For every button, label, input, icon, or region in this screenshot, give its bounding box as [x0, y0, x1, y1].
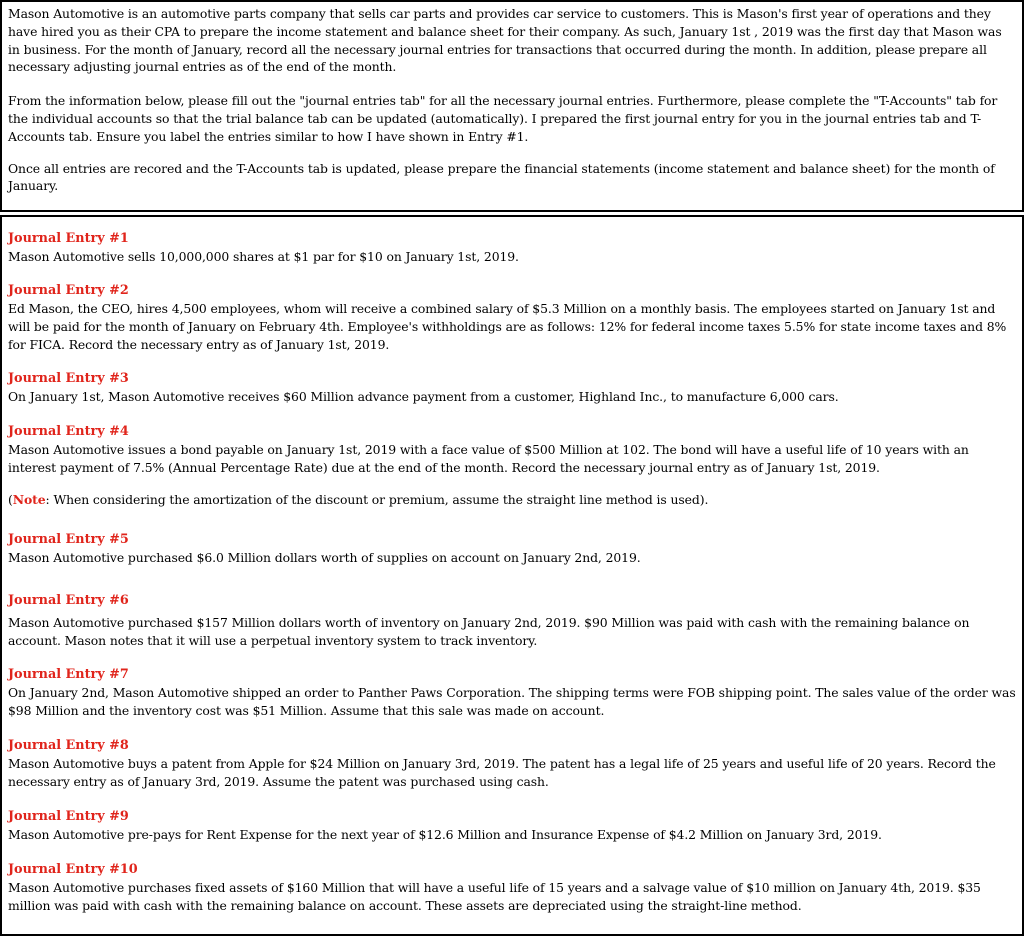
- journal-entry-title: Journal Entry #6: [8, 593, 129, 608]
- journal-entry-6: [8, 592, 1016, 650]
- journal-entry-8: [8, 737, 1016, 791]
- journal-entry-3: [8, 370, 1016, 406]
- journal-entry-body: Mason Automotive purchased $157 Million dollars worth of inventory on January 2nd, 2019. $90 Million was paid with cash with the remaining balance on account. Mason notes that it will use a perpetual inventory system to track inventory.: [8, 615, 970, 648]
- intro-paragraph-1: Mason Automotive is an automotive parts company that sells car parts and provides car service to customers. This is Mason's first year of operations and they have hired you as their CPA to prepare the income statement and balance sheet for their company. As such, January 1st , 2019 was the first day that Mason was in business. For the month of January, record all the necessary journal entries for transactions that occurred during the month. In addition, please prepare all necessary adjusting journal entries as of the end of the month.: [8, 6, 1002, 75]
- journal-entry-body: Mason Automotive sells 10,000,000 shares at $1 par for $10 on January 1st, 2019.: [8, 249, 519, 264]
- journal-entry-4: [8, 423, 1016, 477]
- journal-entry-body: On January 2nd, Mason Automotive shipped an order to Panther Paws Corporation. The shipping terms were FOB shipping point. The sales value of the order was $98 Million and the inventory cost was $51 Million. Assume that this sale was made on account.: [8, 685, 1016, 718]
- note-line: [8, 491, 1016, 509]
- intro-paragraph-3: Once all entries are recored and the T-Accounts tab is updated, please prepare the financial statements (income statement and balance sheet) for the month of January.: [8, 160, 995, 194]
- note-open-paren: (: [8, 492, 13, 507]
- journal-entry-body: Mason Automotive issues a bond payable on January 1st, 2019 with a face value of $500 Million at 102. The bond will have a useful life of 10 years with an interest payment of 7.5% (Annual Percentage Rate) due at the end of the month. Record the necessary journal entry as of January 1st, 2019.: [8, 442, 969, 475]
- journal-entry-1: [8, 230, 1016, 266]
- note-text: : When considering the amortization of the discount or premium, assume the straight line method is used).: [45, 492, 709, 507]
- journal-entry-title: Journal Entry #10: [8, 862, 138, 877]
- journal-entry-body: Mason Automotive buys a patent from Apple for $24 Million on January 3rd, 2019. The patent has a legal life of 25 years and useful life of 20 years. Record the necessary entry as of January 3rd, 2019. Assume the patent was purchased using cash.: [8, 756, 996, 789]
- journal-entry-title: Journal Entry #4: [8, 424, 129, 439]
- journal-entry-title: Journal Entry #5: [8, 532, 129, 547]
- journal-entry-body: Mason Automotive purchased $6.0 Million dollars worth of supplies on account on January 2nd, 2019.: [8, 550, 641, 565]
- note-label: Note: [12, 492, 46, 507]
- journal-entry-title: Journal Entry #7: [8, 667, 129, 682]
- journal-entry-title: Journal Entry #3: [8, 371, 129, 386]
- journal-entry-body: On January 1st, Mason Automotive receives $60 Million advance payment from a customer, Highland Inc., to manufacture 6,000 cars.: [8, 389, 839, 404]
- journal-entry-10: [8, 861, 1016, 915]
- journal-entry-title: Journal Entry #8: [8, 738, 129, 753]
- intro-paragraph-2: From the information below, please fill out the "journal entries tab" for all the necessary journal entries. Furthermore, please complete the "T-Accounts" tab for the individual accounts so that the trial balance tab can be updated (automatically). I prepared the first journal entry for you in the journal entries tab and T-Accounts tab. Ensure you label the entries similar to how I have shown in Entry #1.: [8, 93, 998, 144]
- journal-entry-title: Journal Entry #9: [8, 809, 129, 824]
- journal-entry-body: Ed Mason, the CEO, hires 4,500 employees, whom will receive a combined salary of $5.3 Million on a monthly basis. The employees started on January 1st and will be paid for the month of January on February 4th. Employee's withholdings are as follows: 12% for federal income taxes 5.5% for state income taxes and 8% for FICA. Record the necessary entry as of January 1st, 2019.: [8, 301, 1007, 352]
- journal-entry-7: [8, 666, 1016, 720]
- instructions-box: [0, 0, 1024, 212]
- journal-entry-2: [8, 282, 1016, 354]
- journal-entry-5: [8, 531, 1016, 567]
- journal-entries-box: [0, 215, 1024, 936]
- journal-entry-title: Journal Entry #1: [8, 231, 129, 246]
- journal-entry-title: Journal Entry #2: [8, 283, 129, 298]
- journal-entry-body: Mason Automotive purchases fixed assets of $160 Million that will have a useful life of 15 years and a salvage value of $10 million on January 4th, 2019. $35 million was paid with cash with the remaining balance on account. These assets are depreciated using the straight-line method.: [8, 880, 981, 913]
- journal-entry-body: Mason Automotive pre-pays for Rent Expense for the next year of $12.6 Million and Insurance Expense of $4.2 Million on January 3rd, 2019.: [8, 827, 882, 842]
- journal-entry-9: [8, 808, 1016, 844]
